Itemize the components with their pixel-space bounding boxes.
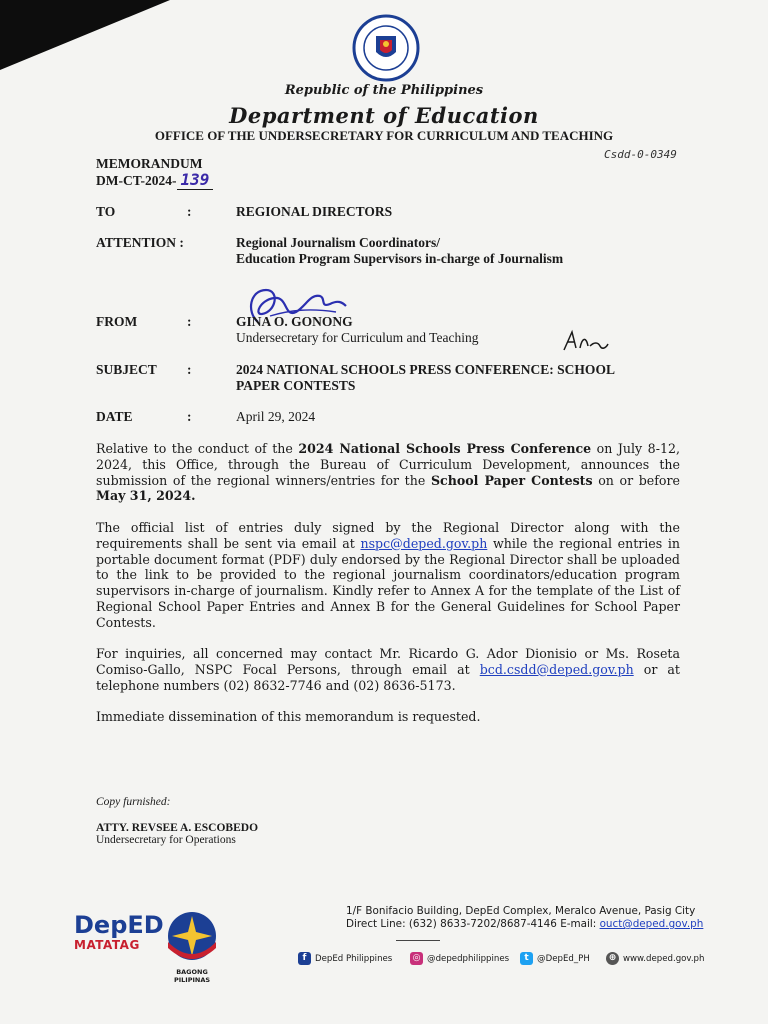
date-value: April 29, 2024 <box>236 409 316 424</box>
subject-line-1: 2024 NATIONAL SCHOOLS PRESS CONFERENCE: SCHOOL <box>236 362 615 377</box>
subject-line-2: PAPER CONTESTS <box>236 378 356 393</box>
footer-address-line: 1/F Bonifacio Building, DepEd Complex, Meralco Avenue, Pasig City <box>346 905 696 917</box>
social-twitter[interactable]: t @DepEd_PH <box>520 952 590 965</box>
header-department: Department of Education <box>229 103 539 128</box>
paragraph-1: Relative to the conduct of the 2024 National Schools Press Conference on July 8-12, 2024, this Office, through the Bureau of Curriculum Development, announces the submission of the regional winners/entries for the School Paper Contests on or before May 31, 2024. <box>96 441 680 504</box>
footer-divider <box>396 940 440 941</box>
globe-icon: ⊕ <box>606 952 619 965</box>
bagong-pilipinas-text: BAGONG PILIPINAS <box>173 968 211 984</box>
paragraph-4: Immediate dissemination of this memorandum is requested. <box>96 709 481 724</box>
memo-number-prefix: DM-CT-2024- <box>96 173 177 188</box>
date-label: DATE <box>96 409 133 424</box>
footer-address <box>346 905 703 931</box>
facebook-icon: f <box>298 952 311 965</box>
twitter-icon: t <box>520 952 533 965</box>
memo-header <box>96 156 213 189</box>
attention-value <box>236 235 563 267</box>
bagong-pilipinas-sun-icon <box>158 908 226 964</box>
memo-label: MEMORANDUM <box>96 156 203 171</box>
subject-label: SUBJECT <box>96 362 157 377</box>
initials-icon <box>560 326 610 356</box>
memo-number: 139 <box>177 170 214 190</box>
matatag-logo-text: MATATAG <box>74 938 140 952</box>
header-republic: Republic of the Philippines <box>284 83 484 98</box>
attention-label: ATTENTION : <box>96 235 184 250</box>
deped-matatag-logo <box>74 911 164 972</box>
copy-furnished-name: ATTY. REVSEE A. ESCOBEDO <box>96 822 259 834</box>
scan-corner-artifact <box>0 0 170 70</box>
from-value <box>236 314 478 346</box>
from-colon: : <box>187 314 192 329</box>
handwritten-code: Csdd-0-0349 <box>604 148 677 161</box>
bagong-pilipinas-logo <box>158 908 226 984</box>
from-name: GINA O. GONONG <box>236 314 353 329</box>
social-facebook[interactable]: f DepEd Philippines <box>298 952 392 965</box>
header-office: OFFICE OF THE UNDERSECRETARY FOR CURRICULUM AND TEACHING <box>154 128 614 143</box>
copy-furnished-label: Copy furnished: <box>96 796 171 808</box>
paragraph-3: For inquiries, all concerned may contact Mr. Ricardo G. Ador Dionisio or Ms. Roseta Comiso-Gallo, NSPC Focal Persons, through email at bcd.csdd@deped.gov.ph or at telephone numbers (02) 8632-7746 and (02) 8636-5173. <box>96 646 680 693</box>
date-colon: : <box>187 409 192 424</box>
to-colon: : <box>187 204 192 219</box>
attention-line-1: Regional Journalism Coordinators/ <box>236 235 441 250</box>
social-website[interactable]: ⊕ www.deped.gov.ph <box>606 952 704 965</box>
footer-email-link[interactable]: ouct@deped.gov.ph <box>599 918 704 930</box>
memo-number-line <box>96 172 213 189</box>
subject-colon: : <box>187 362 192 377</box>
copy-furnished-title: Undersecretary for Operations <box>96 834 236 846</box>
instagram-icon: ◎ <box>410 952 423 965</box>
from-title: Undersecretary for Curriculum and Teaching <box>236 330 479 345</box>
footer-direct-line: Direct Line: (632) 8633-7202/8687-4146 E-mail: ouct@deped.gov.ph <box>346 918 704 930</box>
nspc-email-link[interactable]: nspc@deped.gov.ph <box>360 535 488 551</box>
attention-line-2: Education Program Supervisors in-charge of Journalism <box>236 251 564 266</box>
bcd-email-link[interactable]: bcd.csdd@deped.gov.ph <box>479 661 634 677</box>
paragraph-2: The official list of entries duly signed by the Regional Director along with the requirements shall be sent via email at nspc@deped.gov.ph while the regional entries in portable document format (PDF) duly endorsed by the Regional Director shall be uploaded to the link to be provided to the regional journalism coordinators/education program supervisors in-charge of journalism. Kindly refer to Annex A for the template of the List of Regional School Paper Entries and Annex B for the General Guidelines for School Paper Contests. <box>96 520 680 630</box>
from-label: FROM <box>96 314 138 329</box>
to-label: TO <box>96 204 116 219</box>
to-value: REGIONAL DIRECTORS <box>236 204 393 219</box>
social-instagram[interactable]: ◎ @depedphilippines <box>410 952 509 965</box>
subject-value <box>236 362 615 394</box>
deped-seal-icon <box>352 14 420 82</box>
deped-logo-text: DepED <box>74 911 164 939</box>
